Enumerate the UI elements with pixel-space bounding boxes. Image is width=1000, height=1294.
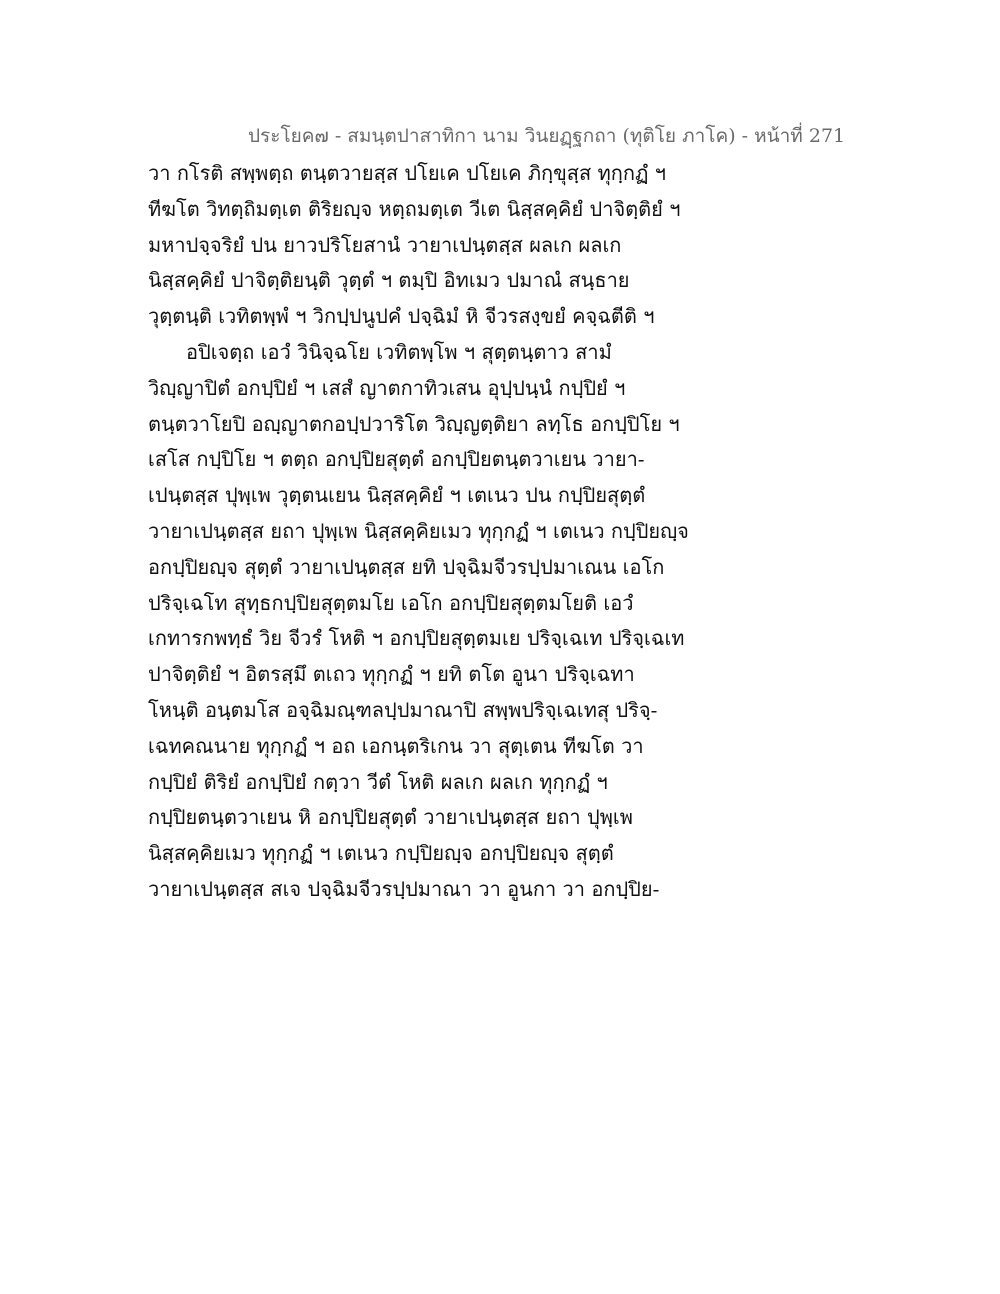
- text-line: มหาปจฺจริยํ ปน ยาวปริโยสานํ วายาเปนฺตสฺส ผลเก ผลเก: [148, 232, 622, 257]
- text-line: วายาเปนฺตสฺส สเจ ปจฺฉิมจีวรปฺปมาณา วา อูนกา วา อกปฺปิย-: [148, 876, 660, 901]
- text-line: วิญฺญาปิตํ อกปฺปิยํ ฯ เสสํ ญาตกาทิวเสน อุปฺปนฺนํ กปฺปิยํ ฯ: [148, 375, 626, 400]
- text-line: วา กโรติ สพฺพตฺถ ตนฺตวายสฺส ปโยเค ปโยเค ภิกฺขุสฺส ทุกฺกฏํ ฯ: [148, 161, 666, 185]
- text-line: อกปฺปิยญฺจ สุตฺตํ วายาเปนฺตสฺส ยทิ ปจฺฉิมจีวรปฺปมาเณน เอโก: [148, 554, 665, 579]
- page-header: ประโยค๗ - สมนฺตปาสาทิกา นาม วินยฏฺฐกถา (ทุติโย ภาโค) - หน้าที่ 271: [248, 125, 846, 147]
- text-line: เปนฺตสฺส ปุพฺเพ วุตฺตนเยน นิสฺสคฺคิยํ ฯ เตเนว ปน กปฺปิยสุตฺตํ: [148, 483, 646, 508]
- text-line: ปาจิตฺติยํ ฯ อิตรสฺมึ ตเถว ทุกฺกฏํ ฯ ยทิ ตโต อูนา ปริจฺเฉทา: [148, 662, 635, 687]
- text-line: นิสฺสคฺคิยเมว ทุกฺกฏํ ฯ เตเนว กปฺปิยญฺจ อกปฺปิยญฺจ สุตฺตํ: [148, 841, 614, 866]
- text-line: กปฺปิยํ ติริยํ อกปฺปิยํ กตฺวา วีตํ โหติ ผลเก ผลเก ทุกฺกฏํ ฯ: [148, 769, 608, 794]
- text-line: โหนฺติ อนฺตมโส อจฺฉิมณฺฑลปฺปมาณาปิ สพฺพปริจฺเฉเทสุ ปริจฺ-: [148, 697, 658, 722]
- text-line: กปฺปิยตนฺตวาเยน หิ อกปฺปิยสุตฺตํ วายาเปนฺตสฺส ยถา ปุพฺเพ: [148, 805, 633, 830]
- text-line: วายาเปนฺตสฺส ยถา ปุพฺเพ นิสฺสคฺคิยเมว ทุกฺกฏํ ฯ เตเนว กปฺปิยญฺจ: [148, 518, 689, 543]
- text-line: วุตฺตนฺติ เวทิตพฺพํ ฯ วิกปฺปนูปคํ ปจฺฉิมํ หิ จีวรสงฺขยํ คจฺฉตีติ ฯ: [148, 304, 655, 329]
- text-line: เกทารกพทฺธํ วิย จีวรํ โหติ ฯ อกปฺปิยสุตฺตมเย ปริจฺเฉเท ปริจฺเฉเท: [148, 626, 685, 651]
- text-line: นิสฺสคฺคิยํ ปาจิตฺติยนฺติ วุตฺตํ ฯ ตมฺปิ อิทเมว ปมาณํ สนฺธาย: [148, 268, 630, 293]
- text-line: เฉทคณนาย ทุกฺกฏํ ฯ อถ เอกนฺตริเกน วา สุตฺเตน ทีฆโต วา: [148, 733, 644, 758]
- text-line: ตนฺตวาโยปิ อญฺญาตกอปฺปวาริโต วิญฺญตฺติยา ลทฺโธ อกปฺปิโย ฯ: [148, 411, 680, 436]
- body-text: [148, 156, 708, 908]
- text-line: อปิเจตฺถ เอวํ วินิจฺฉโย เวทิตพฺโพ ฯ สุตฺตนฺตาว สามํ: [186, 339, 612, 364]
- text-line: เสโส กปฺปิโย ฯ ตตฺถ อกปฺปิยสุตฺตํ อกปฺปิยตนฺตวาเยน วายา-: [148, 447, 645, 472]
- text-line: ทีฆโต วิทตฺถิมตฺเต ติริยญฺจ หตฺถมตฺเต วีเต นิสฺสคฺคิยํ ปาจิตฺติยํ ฯ: [148, 196, 681, 221]
- text-line: ปริจฺเฉโท สุทฺธกปฺปิยสุตฺตมโย เอโก อกปฺปิยสุตฺตมโยติ เอวํ: [148, 590, 634, 615]
